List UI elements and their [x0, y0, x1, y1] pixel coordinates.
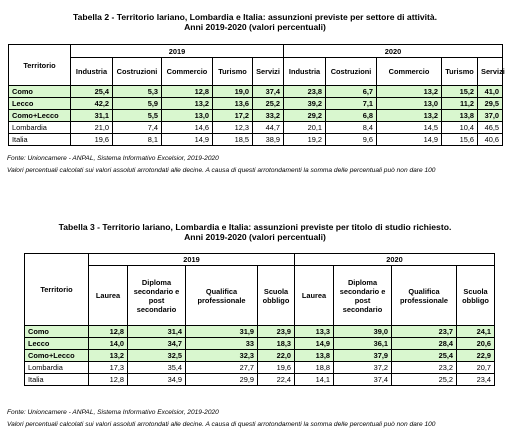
table2-row-label: Como — [9, 86, 71, 98]
table3-cell: 14,9 — [295, 338, 334, 350]
table2-cell: 13,2 — [377, 86, 442, 98]
table3-cell: 34,7 — [128, 338, 186, 350]
table3-column-header: Scuola obbligo — [258, 266, 295, 326]
table2-cell: 41,0 — [478, 86, 503, 98]
table3-cell: 18,3 — [258, 338, 295, 350]
table2-column-header: Costruzioni — [113, 58, 162, 86]
table3-title — [0, 222, 510, 242]
table2-row — [9, 134, 503, 146]
table2-row — [9, 110, 503, 122]
table3-cell: 28,4 — [392, 338, 457, 350]
table2-cell: 33,2 — [253, 110, 284, 122]
table3-column-header: Diploma secondario e post secondario — [128, 266, 186, 326]
table3-cell: 14,0 — [89, 338, 128, 350]
table3-cell: 24,1 — [457, 326, 495, 338]
table2-column-header: Industria — [71, 58, 113, 86]
table2-cell: 37,0 — [478, 110, 503, 122]
table2-cell: 19,0 — [213, 86, 253, 98]
table2-cell: 44,7 — [253, 122, 284, 134]
table3-cell: 22,9 — [457, 350, 495, 362]
table2-cell: 13,6 — [213, 98, 253, 110]
table2-cell: 14,9 — [162, 134, 213, 146]
table3-cell: 13,8 — [295, 350, 334, 362]
table3-column-header: Qualifica professionale — [392, 266, 457, 326]
table2-column-header: Servizi — [478, 58, 503, 86]
table3-cell: 23,7 — [392, 326, 457, 338]
table2-cell: 13,2 — [377, 110, 442, 122]
table3-year-2019: 2019 — [89, 254, 295, 266]
table2-column-header: Costruzioni — [326, 58, 377, 86]
table2-cell: 25,2 — [253, 98, 284, 110]
table3-cell: 12,8 — [89, 374, 128, 386]
table2-cell: 29,2 — [284, 110, 326, 122]
table2-source: Fonte: Unioncamere - ANPAL, Sistema Informativo Excelsior, 2019-2020 — [7, 155, 219, 162]
table2-cell: 19,6 — [71, 134, 113, 146]
table2-cell: 14,9 — [377, 134, 442, 146]
table2-column-header: Industria — [284, 58, 326, 86]
table2-cell: 13,8 — [442, 110, 478, 122]
table3-column-header: Qualifica professionale — [186, 266, 258, 326]
table2-cell: 12,8 — [162, 86, 213, 98]
table2-cell: 6,7 — [326, 86, 377, 98]
table3-row-label: Como+Lecco — [25, 350, 89, 362]
table3-cell: 35,4 — [128, 362, 186, 374]
table3-row-label: Lecco — [25, 338, 89, 350]
table3-cell: 31,4 — [128, 326, 186, 338]
table2-title — [0, 12, 510, 32]
table2-territory-header: Territorio — [9, 45, 71, 86]
table3-cell: 20,7 — [457, 362, 495, 374]
table3-cell: 23,4 — [457, 374, 495, 386]
table2-cell: 8,4 — [326, 122, 377, 134]
table3-cell: 17,3 — [89, 362, 128, 374]
table3-cell: 23,9 — [258, 326, 295, 338]
table2-cell: 10,4 — [442, 122, 478, 134]
table3 — [24, 253, 495, 386]
table2-cell: 38,9 — [253, 134, 284, 146]
table3-cell: 14,1 — [295, 374, 334, 386]
table2-cell: 5,9 — [113, 98, 162, 110]
table3-column-header: Laurea — [295, 266, 334, 326]
table2-cell: 40,6 — [478, 134, 503, 146]
table2-column-header: Servizi — [253, 58, 284, 86]
table2-cell: 42,2 — [71, 98, 113, 110]
table3-row — [25, 374, 495, 386]
table2-cell: 31,1 — [71, 110, 113, 122]
table3-cell: 25,2 — [392, 374, 457, 386]
table3-cell: 33 — [186, 338, 258, 350]
table3-cell: 22,4 — [258, 374, 295, 386]
table3-cell: 13,3 — [295, 326, 334, 338]
table2-cell: 39,2 — [284, 98, 326, 110]
table2-cell: 15,2 — [442, 86, 478, 98]
table3-cell: 23,2 — [392, 362, 457, 374]
table3-cell: 19,6 — [258, 362, 295, 374]
table2 — [8, 44, 503, 146]
table2-row-label: Como+Lecco — [9, 110, 71, 122]
table3-row — [25, 338, 495, 350]
table3-title-line1: Tabella 3 - Territorio lariano, Lombardia e Italia: assunzioni previste per titolo di studio richiesto. — [58, 222, 452, 232]
table2-column-header: Commercio — [377, 58, 442, 86]
table2-cell: 5,5 — [113, 110, 162, 122]
table3-cell: 39,0 — [334, 326, 392, 338]
table3-cell: 31,9 — [186, 326, 258, 338]
table3-cell: 34,9 — [128, 374, 186, 386]
table3-cell: 27,7 — [186, 362, 258, 374]
table2-note: Valori percentuali calcolati sui valori assoluti arrotondati alle decine. A causa di questi arrotondamenti la somma delle percentuali può non dare 100 — [7, 167, 436, 174]
table2-cell: 21,0 — [71, 122, 113, 134]
table3-column-header: Laurea — [89, 266, 128, 326]
table3-column-headers — [25, 266, 495, 326]
table3-year-2020: 2020 — [295, 254, 495, 266]
table2-cell: 6,8 — [326, 110, 377, 122]
table3-source: Fonte: Unioncamere - ANPAL, Sistema Informativo Excelsior, 2019-2020 — [7, 409, 219, 416]
table3-note: Valori percentuali calcolati sui valori assoluti arrotondati alle decine. A causa di questi arrotondamenti la somma delle percentuali può non dare 100 — [7, 421, 436, 428]
table2-cell: 15,6 — [442, 134, 478, 146]
table3-column-header: Diploma secondario e post secondario — [334, 266, 392, 326]
table2-cell: 12,3 — [213, 122, 253, 134]
table2-year-2019: 2019 — [71, 45, 284, 58]
table3-cell: 18,8 — [295, 362, 334, 374]
table3-cell: 37,4 — [334, 374, 392, 386]
table3-cell: 25,4 — [392, 350, 457, 362]
table2-cell: 11,2 — [442, 98, 478, 110]
table3-cell: 29,9 — [186, 374, 258, 386]
table3-row-label: Como — [25, 326, 89, 338]
table3-cell: 12,8 — [89, 326, 128, 338]
table3-row-label: Lombardia — [25, 362, 89, 374]
table2-year-2020: 2020 — [284, 45, 503, 58]
table2-cell: 25,4 — [71, 86, 113, 98]
table2-column-header: Commercio — [162, 58, 213, 86]
table3-column-header: Scuola obbligo — [457, 266, 495, 326]
table2-row — [9, 98, 503, 110]
table2-column-header: Turismo — [442, 58, 478, 86]
table3-cell: 32,5 — [128, 350, 186, 362]
table2-cell: 9,6 — [326, 134, 377, 146]
table3-body — [25, 326, 495, 386]
table2-cell: 29,5 — [478, 98, 503, 110]
table3-territory-header: Territorio — [25, 254, 89, 326]
table2-body — [9, 86, 503, 146]
table2-cell: 19,2 — [284, 134, 326, 146]
table2-cell: 13,2 — [162, 98, 213, 110]
table2-row-label: Lombardia — [9, 122, 71, 134]
table2-cell: 23,8 — [284, 86, 326, 98]
table2-cell: 7,1 — [326, 98, 377, 110]
table3-row — [25, 326, 495, 338]
table2-cell: 18,5 — [213, 134, 253, 146]
table3-cell: 13,2 — [89, 350, 128, 362]
table3-title-line2: Anni 2019-2020 (valori percentuali) — [184, 232, 326, 242]
table2-cell: 8,1 — [113, 134, 162, 146]
table3-cell: 37,2 — [334, 362, 392, 374]
table3-cell: 32,3 — [186, 350, 258, 362]
table2-cell: 17,2 — [213, 110, 253, 122]
table3-row-label: Italia — [25, 374, 89, 386]
table2-cell: 37,4 — [253, 86, 284, 98]
table2-column-headers — [9, 58, 503, 86]
table2-column-header: Turismo — [213, 58, 253, 86]
table3-cell: 20,6 — [457, 338, 495, 350]
table2-cell: 20,1 — [284, 122, 326, 134]
table2-cell: 13,0 — [377, 98, 442, 110]
table3-cell: 22,0 — [258, 350, 295, 362]
table2-cell: 5,3 — [113, 86, 162, 98]
table2-cell: 14,6 — [162, 122, 213, 134]
table2-cell: 13,0 — [162, 110, 213, 122]
table3-row — [25, 350, 495, 362]
table3-row — [25, 362, 495, 374]
table3-cell: 37,9 — [334, 350, 392, 362]
table3-cell: 36,1 — [334, 338, 392, 350]
table2-row-label: Italia — [9, 134, 71, 146]
table2-row-label: Lecco — [9, 98, 71, 110]
table2-cell: 46,5 — [478, 122, 503, 134]
table2-cell: 14,5 — [377, 122, 442, 134]
table2-title-line2: Anni 2019-2020 (valori percentuali) — [184, 22, 326, 32]
table2-row — [9, 122, 503, 134]
table2-title-line1: Tabella 2 - Territorio lariano, Lombardia e Italia: assunzioni previste per settore di attività. — [72, 12, 438, 22]
table2-row — [9, 86, 503, 98]
table2-cell: 7,4 — [113, 122, 162, 134]
